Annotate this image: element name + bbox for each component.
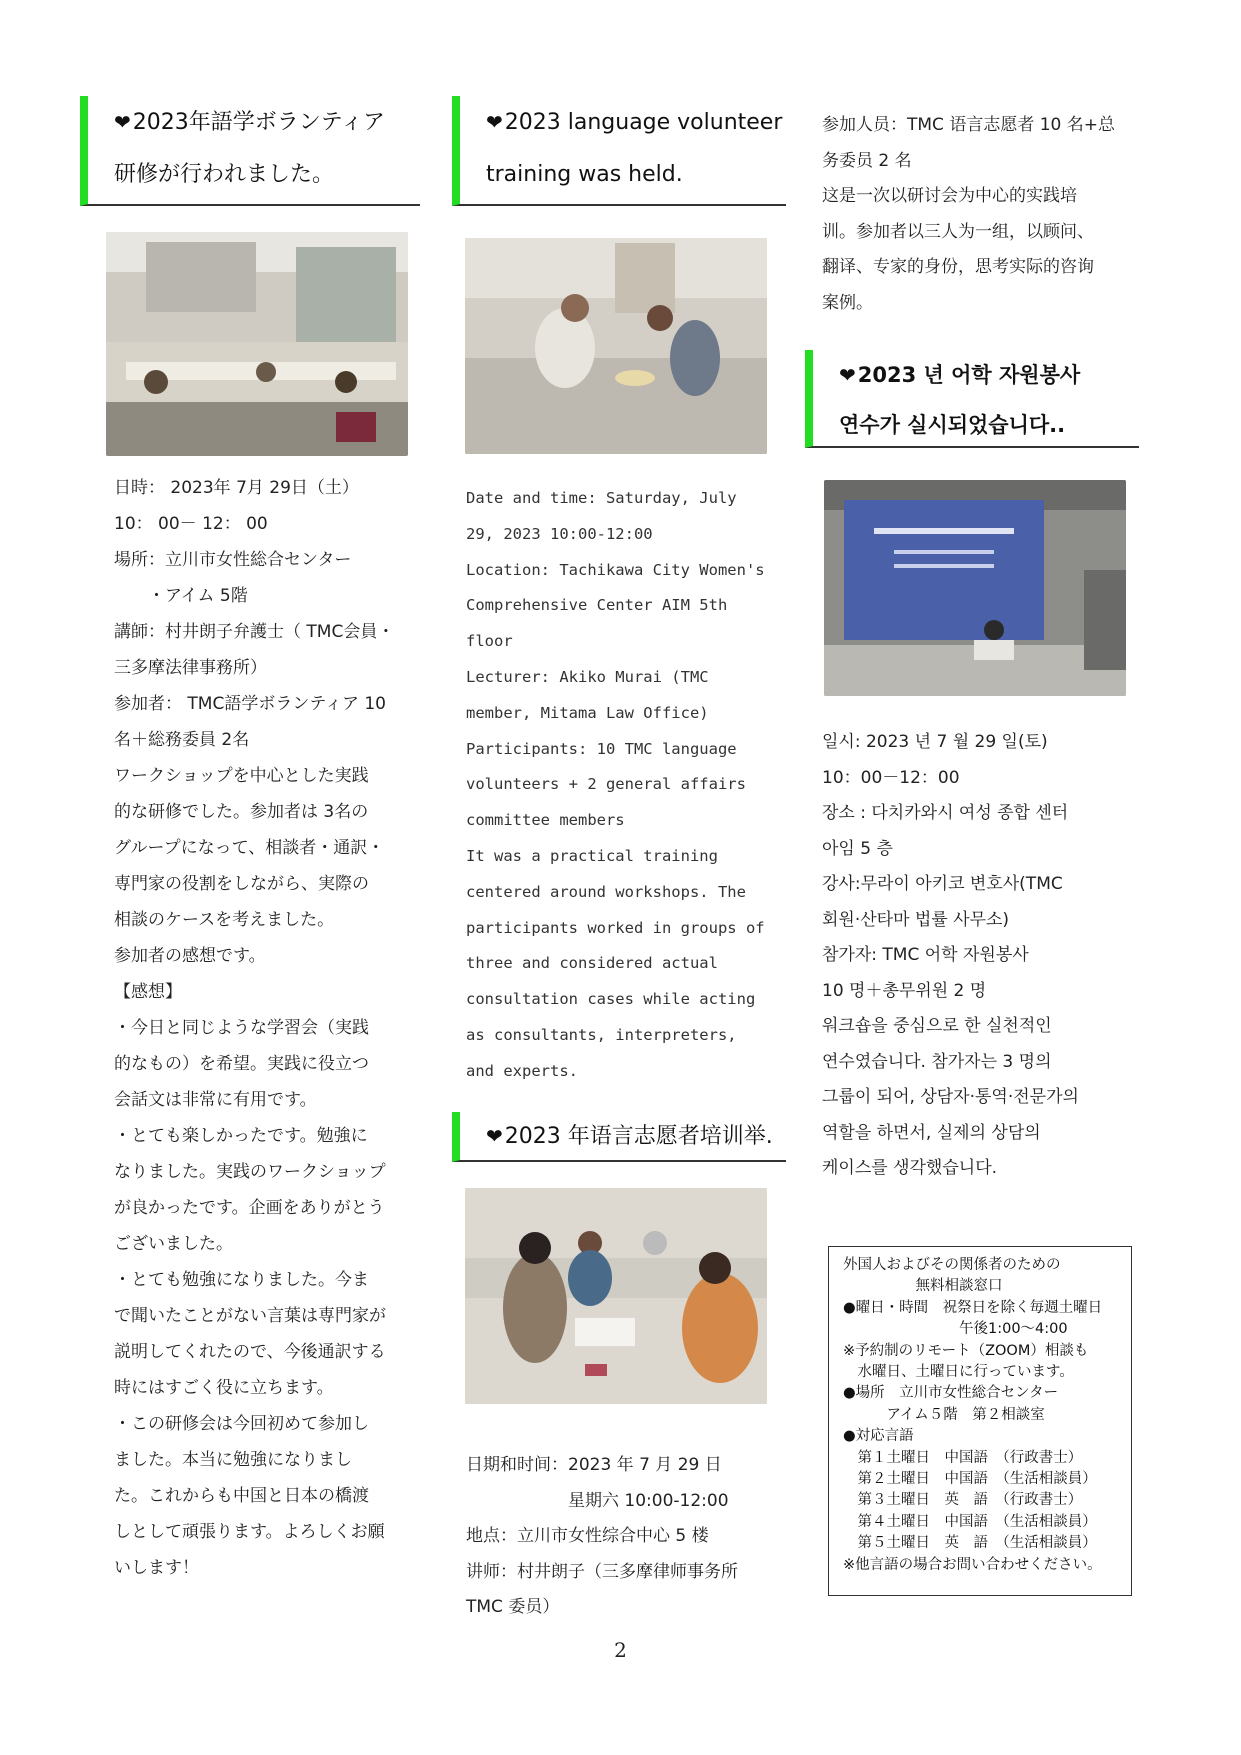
korean-heading-text: 2023 년 어학 자원봉사 연수가 실시되었습니다..: [839, 363, 1081, 437]
japanese-heading-text: 2023年語学ボランティア 研修が行われました。: [114, 110, 385, 187]
korean-body-text: 일시: 2023 년 7 월 29 일(토) 10：00－12：00 장소 : 다치카와시 여성 종합 센터 아임 5 층 강사:무라이 아키코 변호사(TMC 회원·산타마 법률 사무소) 참가자: TMC 어학 자원봉사 10 명＋총무위원 2 명 워크숍을 중심으로 한 실천적인 연수였습니다. 참가자는 3 명의 그룹이 되어, 상담자·통역·전문가의 역할을 하면서, 실제의 상담의 케이스를 생각했습니다.: [822, 732, 1079, 1178]
english-heading-text: 2023 language volunteer training was held.: [486, 110, 783, 187]
group-discussion-photo: [465, 238, 767, 454]
classroom-training-photo: [106, 232, 408, 456]
presentation-screen-photo: [824, 480, 1126, 696]
page-number: 2: [614, 1638, 627, 1662]
heart-icon: ❤: [114, 110, 131, 134]
heart-icon: ❤: [486, 110, 503, 134]
japanese-body-text: 日時： 2023年 7月 29日（土） 10： 00－ 12： 00 場所：立川市女性総合センター ・アイム 5階 講師：村井朗子弁護士（ TMC会員・ 三多摩法律事務所） 参加者： TMC語学ボランティア 10 名＋総務委員 2名 ワークショップを中心とした実践 的な研修でした。参加者は 3名の グループになって、相談者・通訳・ 専門家の役割をしながら、実際の 相談のケースを考えました。 参加者の感想です。 【感想】 ・今日と同じような学習会（実践 的なもの）を希望。実践に役立つ 会話文は非常に有用です。 ・とても楽しかったです。勉強に なりました。実践のワークショップ が良かったです。企画をありがとう ございました。 ・とても勉強になりました。今ま で聞いたことがない言葉は専門家が 説明してくれたので、今後通訳する 時にはすごく役に立ちます。 ・この研修会は今回初めて参加し ました。本当に勉強になりまし た。これからも中国と日本の橋渡 しとして頑張ります。よろしくお願 いします！: [114, 478, 395, 1578]
english-section-heading: [452, 96, 786, 206]
chinese-body-top: 参加人员：TMC 语言志愿者 10 名+总 务委员 2 名 这是一次以研讨会为中心的实践培 训。参加者以三人为一组，以顾问、 翻译、专家的身份，思考实际的咨询 案例。: [822, 115, 1116, 313]
english-body-text: Date and time: Saturday, July 29, 2023 10:00-12:00 Location: Tachikawa City Women's Comprehensive Center AIM 5th floor Lecturer: Akiko Murai (TMC member, Mitama Law Office) Participants: 10 TMC language volunteers + 2 general affairs committee members It was a practical training centered around workshops. The participants worked in groups of three and considered actual consultation cases while acting as consultants, interpreters, and experts.: [466, 489, 765, 1080]
chinese-section-heading: [452, 1112, 786, 1162]
free-consultation-info-box: 外国人およびその関係者のための 無料相談窓口 ●曜日・時間 祝祭日を除く毎週土曜日 午後1:00～4:00 ※予約制のリモート（ZOOM）相談も 水曜日、土曜日に行っています。 ●場所 立川市女性総合センター アイム５階 第２相談室 ●対応言語 第１土曜日 中国語 （行政書士） 第２土曜日 中国語 （生活相談員） 第３土曜日 英 語 （行政書士） 第４土曜日 中国語 （生活相談員） 第５土曜日 英 語 （生活相談員） ※他言語の場合お問い合わせください。: [828, 1246, 1132, 1596]
chinese-heading-text: 2023 年语言志愿者培训举.: [504, 1124, 773, 1149]
chinese-body-bottom: 日期和时间：2023 年 7 月 29 日 星期六 10:00-12:00 地点：立川市女性综合中心 5 楼 讲师：村井朗子（三多摩律师事务所 TMC 委员）: [466, 1455, 738, 1617]
korean-section-heading: [805, 350, 1139, 448]
heart-icon: ❤: [839, 363, 856, 387]
heart-icon: ❤: [486, 1124, 503, 1148]
japanese-section-heading: [80, 96, 420, 206]
meeting-table-photo: [465, 1188, 767, 1404]
